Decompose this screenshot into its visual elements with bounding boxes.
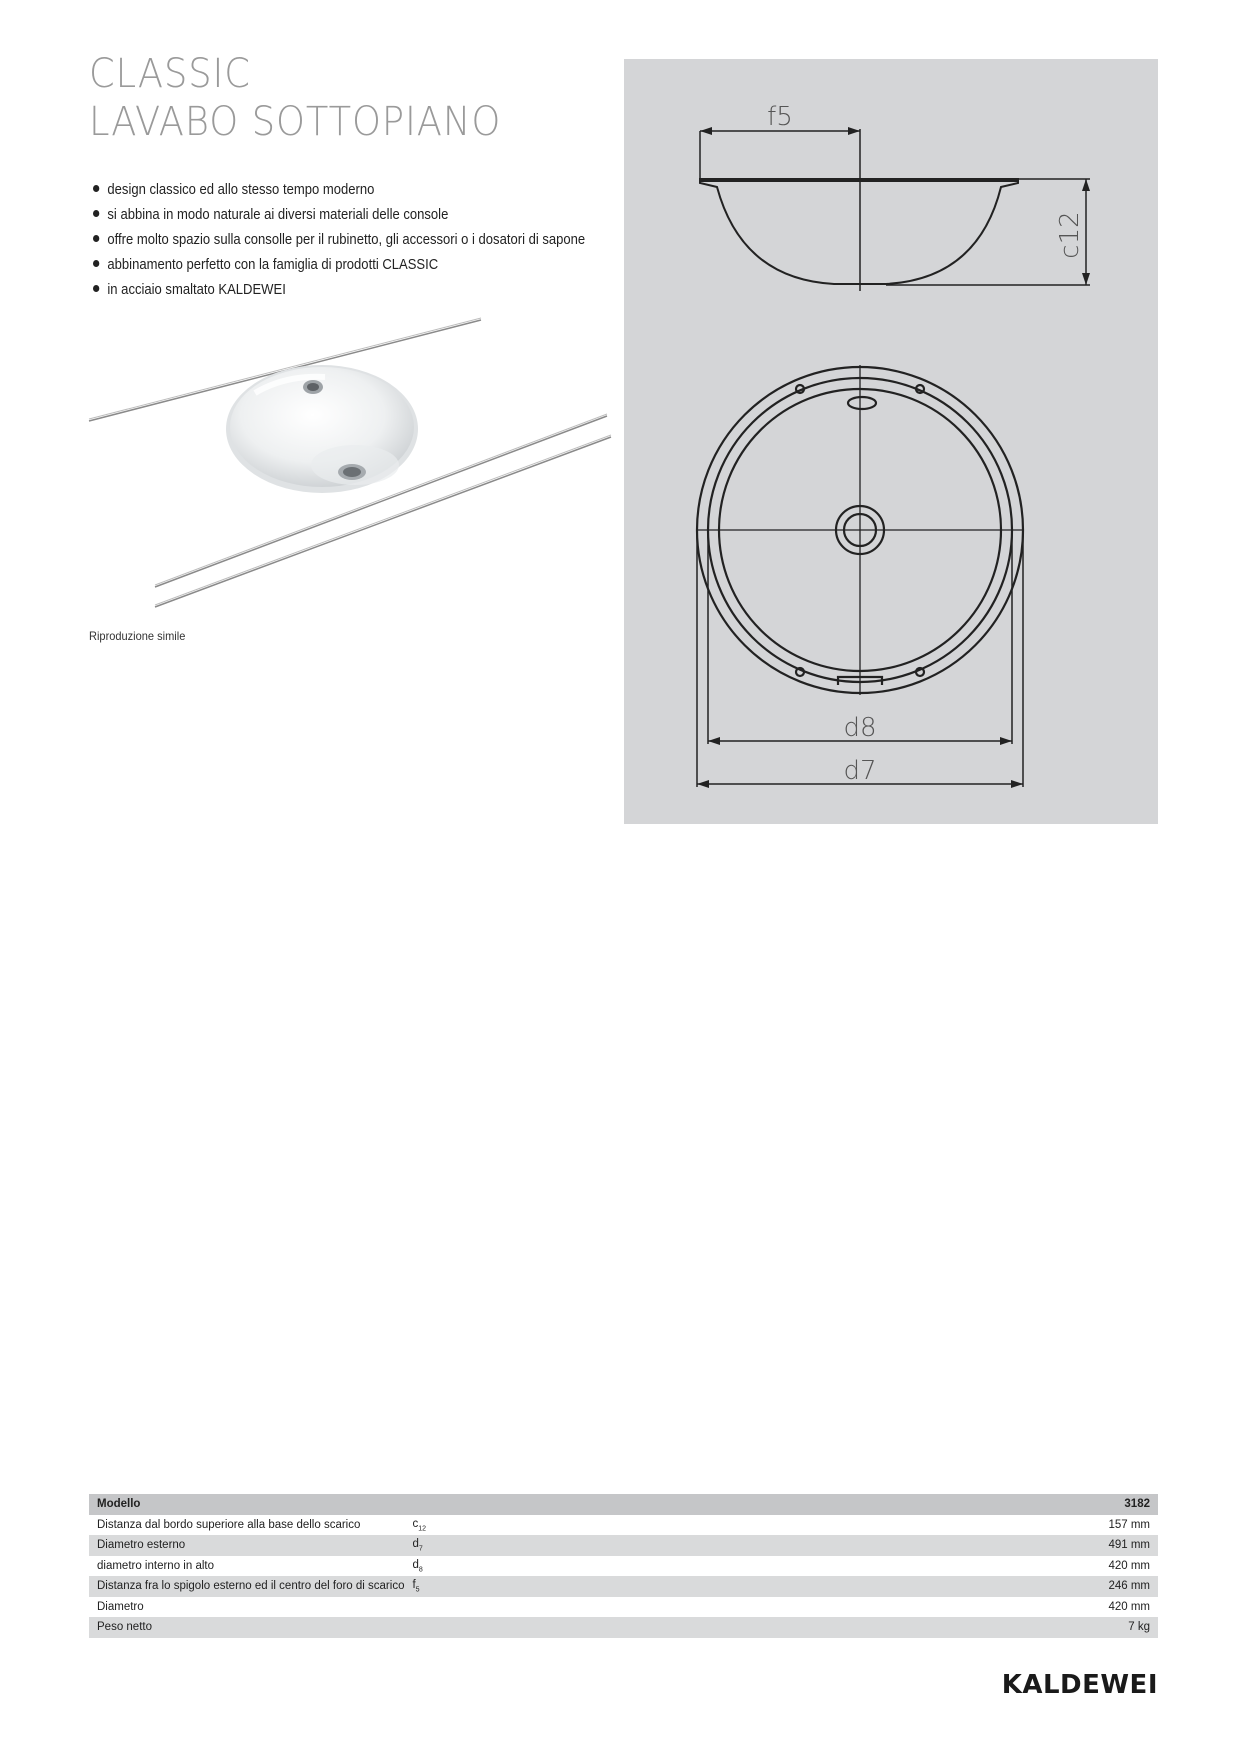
table-row (89, 1617, 1158, 1638)
row-label: Peso netto (89, 1617, 412, 1638)
page-title (89, 50, 501, 146)
feature-text: design classico ed allo stesso tempo moderno (107, 182, 375, 198)
feature-item (93, 228, 585, 253)
table-row (89, 1535, 1158, 1556)
feature-item (93, 278, 585, 303)
dimension-label-f5: f5 (767, 102, 793, 132)
row-symbol: $d_8$ (412, 1558, 423, 1573)
table-row (89, 1576, 1158, 1597)
bullet-icon (93, 185, 99, 192)
row-label: Distanza dal bordo superiore alla base dello scarico (97, 1518, 361, 1531)
spec-table (89, 1494, 1158, 1638)
row-label: Diametro (97, 1600, 144, 1613)
dimension-label-d8: d8 (843, 713, 877, 743)
bullet-icon (93, 210, 99, 217)
brand-logo: KALDEWEI (1001, 1670, 1158, 1700)
feature-text: abbinamento perfetto con la famiglia di prodotti CLASSIC (107, 257, 439, 273)
feature-list (93, 178, 640, 303)
row-symbol (412, 1617, 460, 1638)
row-value: 157 mm (1108, 1518, 1150, 1531)
feature-item (93, 178, 585, 203)
bullet-icon (93, 235, 99, 242)
dimension-label-d7: d7 (843, 756, 877, 786)
row-value: 420 mm (1108, 1600, 1150, 1613)
row-symbol: $f_5$ (412, 1576, 460, 1597)
row-value: 246 mm (460, 1576, 1158, 1597)
feature-text: offre molto spazio sulla consolle per il rubinetto, gli accessori o i dosatori di sapone (107, 232, 586, 248)
table-row (89, 1515, 1158, 1536)
header-label: Modello (89, 1494, 412, 1515)
bullet-icon (93, 285, 99, 292)
image-caption: Riproduzione simile (89, 629, 186, 643)
row-value: 491 mm (460, 1535, 1158, 1556)
product-image (85, 315, 625, 615)
dimension-label-c12: c12 (1055, 211, 1085, 259)
row-label: diametro interno in alto (97, 1559, 214, 1572)
title-line-2: LAVABO SOTTOPIANO (89, 99, 502, 145)
row-symbol (412, 1597, 460, 1618)
feature-item (93, 253, 585, 278)
row-value: 7 kg (460, 1617, 1158, 1638)
table-header-row (89, 1494, 1158, 1515)
row-symbol: $c_{12}$ (412, 1517, 427, 1532)
title-line-1: CLASSIC (89, 51, 251, 97)
row-symbol: $d_7$ (412, 1535, 460, 1556)
table-row (89, 1556, 1158, 1577)
feature-item (93, 203, 585, 228)
header-model-number: 3182 (460, 1494, 1158, 1515)
row-label: Distanza fra lo spigolo esterno ed il centro del foro di scarico (89, 1576, 412, 1597)
row-value: 420 mm (1108, 1559, 1150, 1572)
feature-text: in acciaio smaltato KALDEWEI (107, 282, 286, 298)
bullet-icon (93, 260, 99, 267)
row-label: Diametro esterno (89, 1535, 412, 1556)
drawing-svg (624, 59, 1158, 824)
technical-drawing (624, 59, 1158, 824)
table-row (89, 1597, 1158, 1618)
feature-text: si abbina in modo naturale ai diversi materiali delle console (107, 207, 449, 223)
